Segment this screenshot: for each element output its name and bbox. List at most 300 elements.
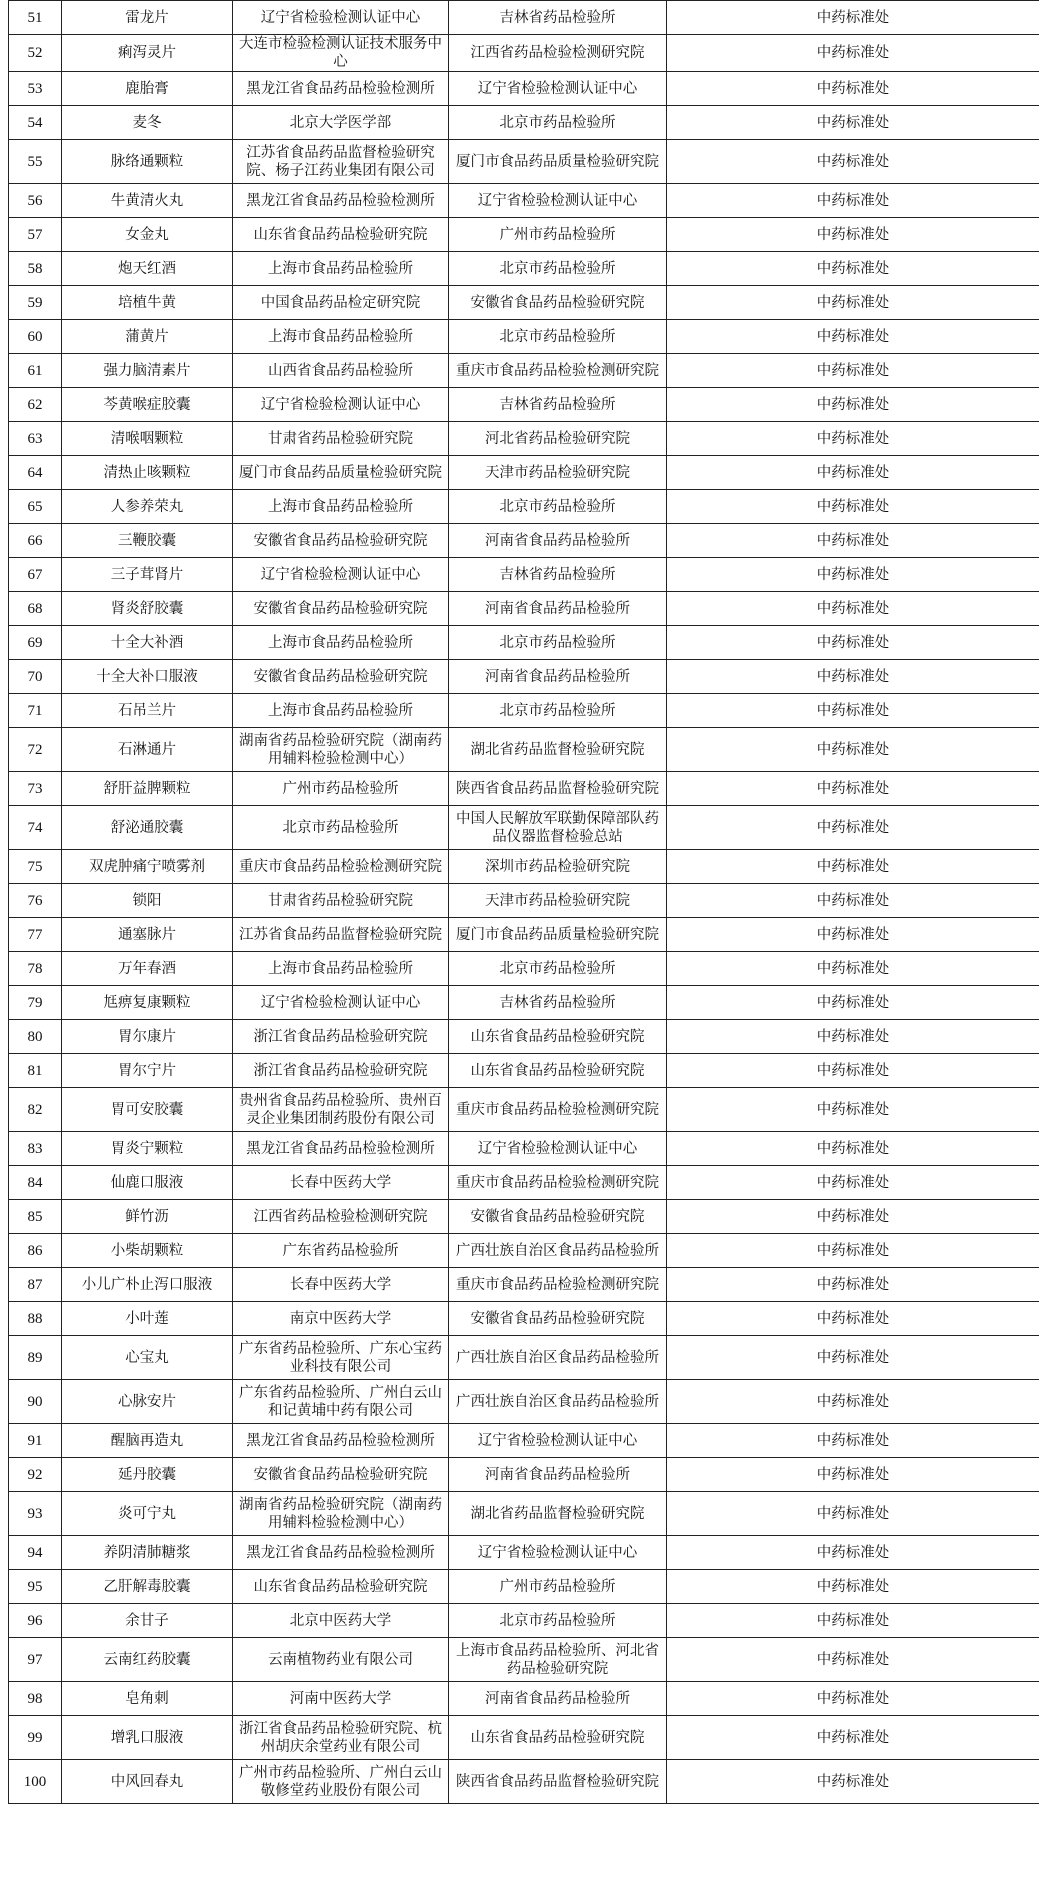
table-row xyxy=(9,626,1039,660)
review-unit-cell: 山东省食品药品检验研究院 xyxy=(449,1716,667,1760)
table-row xyxy=(9,388,1039,422)
table-row xyxy=(9,1200,1039,1234)
review-unit-cell: 河南省食品药品检验所 xyxy=(449,660,667,694)
drafting-unit-cell: 北京市药品检验所 xyxy=(233,806,449,850)
table-row xyxy=(9,1088,1039,1132)
row-number-cell: 52 xyxy=(9,35,62,72)
review-unit-cell: 北京市药品检验所 xyxy=(449,1604,667,1638)
drafting-unit-cell: 上海市食品药品检验所 xyxy=(233,952,449,986)
row-number-cell: 90 xyxy=(9,1380,62,1424)
drafting-unit-cell: 上海市食品药品检验所 xyxy=(233,320,449,354)
review-unit-cell: 辽宁省检验检测认证中心 xyxy=(449,1424,667,1458)
drug-name-cell: 石吊兰片 xyxy=(62,694,233,728)
drafting-unit-cell: 广州市药品检验所、广州白云山敬修堂药业股份有限公司 xyxy=(233,1760,449,1804)
review-unit-cell: 北京市药品检验所 xyxy=(449,490,667,524)
row-number-cell: 93 xyxy=(9,1492,62,1536)
department-cell: 中药标准处 xyxy=(667,1492,1039,1536)
row-number-cell: 75 xyxy=(9,850,62,884)
review-unit-cell: 湖北省药品监督检验研究院 xyxy=(449,728,667,772)
drafting-unit-cell: 北京中医药大学 xyxy=(233,1604,449,1638)
drafting-unit-cell: 黑龙江省食品药品检验检测所 xyxy=(233,1424,449,1458)
row-number-cell: 53 xyxy=(9,72,62,106)
row-number-cell: 78 xyxy=(9,952,62,986)
review-unit-cell: 北京市药品检验所 xyxy=(449,626,667,660)
department-cell: 中药标准处 xyxy=(667,1,1039,35)
review-unit-cell: 山东省食品药品检验研究院 xyxy=(449,1020,667,1054)
drug-name-cell: 强力脑清素片 xyxy=(62,354,233,388)
drafting-unit-cell: 上海市食品药品检验所 xyxy=(233,490,449,524)
drug-name-cell: 人参养荣丸 xyxy=(62,490,233,524)
row-number-cell: 66 xyxy=(9,524,62,558)
drafting-unit-cell: 重庆市食品药品检验检测研究院 xyxy=(233,850,449,884)
row-number-cell: 62 xyxy=(9,388,62,422)
drafting-unit-cell: 辽宁省检验检测认证中心 xyxy=(233,388,449,422)
department-cell: 中药标准处 xyxy=(667,1336,1039,1380)
row-number-cell: 76 xyxy=(9,884,62,918)
drug-name-cell: 心宝丸 xyxy=(62,1336,233,1380)
department-cell: 中药标准处 xyxy=(667,1638,1039,1682)
row-number-cell: 70 xyxy=(9,660,62,694)
table-row xyxy=(9,952,1039,986)
drug-name-cell: 增乳口服液 xyxy=(62,1716,233,1760)
drug-name-cell: 心脉安片 xyxy=(62,1380,233,1424)
row-number-cell: 63 xyxy=(9,422,62,456)
department-cell: 中药标准处 xyxy=(667,252,1039,286)
review-unit-cell: 上海市食品药品检验所、河北省药品检验研究院 xyxy=(449,1638,667,1682)
row-number-cell: 58 xyxy=(9,252,62,286)
review-unit-cell: 陕西省食品药品监督检验研究院 xyxy=(449,772,667,806)
review-unit-cell: 江西省药品检验检测研究院 xyxy=(449,35,667,72)
row-number-cell: 65 xyxy=(9,490,62,524)
review-unit-cell: 河北省药品检验研究院 xyxy=(449,422,667,456)
table-row xyxy=(9,35,1039,72)
review-unit-cell: 河南省食品药品检验所 xyxy=(449,524,667,558)
drug-name-cell: 炎可宁丸 xyxy=(62,1492,233,1536)
review-unit-cell: 山东省食品药品检验研究院 xyxy=(449,1054,667,1088)
review-unit-cell: 吉林省药品检验所 xyxy=(449,1,667,35)
row-number-cell: 80 xyxy=(9,1020,62,1054)
drafting-unit-cell: 广东省药品检验所、广东心宝药业科技有限公司 xyxy=(233,1336,449,1380)
review-unit-cell: 辽宁省检验检测认证中心 xyxy=(449,1536,667,1570)
review-unit-cell: 北京市药品检验所 xyxy=(449,952,667,986)
drug-name-cell: 麦冬 xyxy=(62,106,233,140)
drug-name-cell: 小柴胡颗粒 xyxy=(62,1234,233,1268)
review-unit-cell: 安徽省食品药品检验研究院 xyxy=(449,1302,667,1336)
department-cell: 中药标准处 xyxy=(667,1088,1039,1132)
row-number-cell: 79 xyxy=(9,986,62,1020)
row-number-cell: 87 xyxy=(9,1268,62,1302)
drafting-unit-cell: 厦门市食品药品质量检验研究院 xyxy=(233,456,449,490)
row-number-cell: 99 xyxy=(9,1716,62,1760)
drafting-unit-cell: 辽宁省检验检测认证中心 xyxy=(233,558,449,592)
drafting-unit-cell: 贵州省食品药品检验所、贵州百灵企业集团制药股份有限公司 xyxy=(233,1088,449,1132)
department-cell: 中药标准处 xyxy=(667,184,1039,218)
review-unit-cell: 陕西省食品药品监督检验研究院 xyxy=(449,1760,667,1804)
review-unit-cell: 辽宁省检验检测认证中心 xyxy=(449,72,667,106)
table-row xyxy=(9,1020,1039,1054)
drafting-unit-cell: 辽宁省检验检测认证中心 xyxy=(233,1,449,35)
row-number-cell: 94 xyxy=(9,1536,62,1570)
department-cell: 中药标准处 xyxy=(667,388,1039,422)
review-unit-cell: 重庆市食品药品检验检测研究院 xyxy=(449,1166,667,1200)
department-cell: 中药标准处 xyxy=(667,286,1039,320)
drug-name-cell: 三鞭胶囊 xyxy=(62,524,233,558)
department-cell: 中药标准处 xyxy=(667,1054,1039,1088)
drafting-unit-cell: 浙江省食品药品检验研究院、杭州胡庆余堂药业有限公司 xyxy=(233,1716,449,1760)
department-cell: 中药标准处 xyxy=(667,1760,1039,1804)
department-cell: 中药标准处 xyxy=(667,660,1039,694)
review-unit-cell: 广西壮族自治区食品药品检验所 xyxy=(449,1336,667,1380)
department-cell: 中药标准处 xyxy=(667,806,1039,850)
review-unit-cell: 广西壮族自治区食品药品检验所 xyxy=(449,1234,667,1268)
drug-name-cell: 醒脑再造丸 xyxy=(62,1424,233,1458)
department-cell: 中药标准处 xyxy=(667,592,1039,626)
drug-name-cell: 乙肝解毒胶囊 xyxy=(62,1570,233,1604)
table-row xyxy=(9,850,1039,884)
department-cell: 中药标准处 xyxy=(667,1020,1039,1054)
drug-name-cell: 鹿胎膏 xyxy=(62,72,233,106)
department-cell: 中药标准处 xyxy=(667,728,1039,772)
drafting-unit-cell: 黑龙江省食品药品检验检测所 xyxy=(233,184,449,218)
drug-name-cell: 十全大补酒 xyxy=(62,626,233,660)
department-cell: 中药标准处 xyxy=(667,1536,1039,1570)
drafting-unit-cell: 江西省药品检验检测研究院 xyxy=(233,1200,449,1234)
table-body xyxy=(9,1,1039,1804)
row-number-cell: 69 xyxy=(9,626,62,660)
drafting-unit-cell: 上海市食品药品检验所 xyxy=(233,252,449,286)
department-cell: 中药标准处 xyxy=(667,1716,1039,1760)
table-row xyxy=(9,320,1039,354)
table-row xyxy=(9,286,1039,320)
table-row xyxy=(9,1054,1039,1088)
drug-name-cell: 蒲黄片 xyxy=(62,320,233,354)
drafting-unit-cell: 云南植物药业有限公司 xyxy=(233,1638,449,1682)
drug-name-cell: 小叶莲 xyxy=(62,1302,233,1336)
drafting-unit-cell: 山东省食品药品检验研究院 xyxy=(233,218,449,252)
drug-name-cell: 尪痹复康颗粒 xyxy=(62,986,233,1020)
drafting-unit-cell: 山西省食品药品检验所 xyxy=(233,354,449,388)
row-number-cell: 74 xyxy=(9,806,62,850)
drafting-unit-cell: 河南中医药大学 xyxy=(233,1682,449,1716)
drug-name-cell: 炮天红酒 xyxy=(62,252,233,286)
table-row xyxy=(9,354,1039,388)
drug-name-cell: 女金丸 xyxy=(62,218,233,252)
row-number-cell: 57 xyxy=(9,218,62,252)
row-number-cell: 64 xyxy=(9,456,62,490)
drug-name-cell: 雷龙片 xyxy=(62,1,233,35)
table-row xyxy=(9,728,1039,772)
review-unit-cell: 辽宁省检验检测认证中心 xyxy=(449,1132,667,1166)
row-number-cell: 84 xyxy=(9,1166,62,1200)
drug-name-cell: 万年春酒 xyxy=(62,952,233,986)
row-number-cell: 82 xyxy=(9,1088,62,1132)
table-row xyxy=(9,694,1039,728)
drafting-unit-cell: 湖南省药品检验研究院（湖南药用辅料检验检测中心） xyxy=(233,1492,449,1536)
review-unit-cell: 辽宁省检验检测认证中心 xyxy=(449,184,667,218)
drafting-unit-cell: 甘肃省药品检验研究院 xyxy=(233,884,449,918)
review-unit-cell: 深圳市药品检验研究院 xyxy=(449,850,667,884)
review-unit-cell: 中国人民解放军联勤保障部队药品仪器监督检验总站 xyxy=(449,806,667,850)
drafting-unit-cell: 湖南省药品检验研究院（湖南药用辅料检验检测中心） xyxy=(233,728,449,772)
table-row xyxy=(9,1536,1039,1570)
table-row xyxy=(9,1,1039,35)
drug-name-cell: 胃炎宁颗粒 xyxy=(62,1132,233,1166)
drug-name-cell: 胃尔康片 xyxy=(62,1020,233,1054)
drafting-unit-cell: 黑龙江省食品药品检验检测所 xyxy=(233,1536,449,1570)
department-cell: 中药标准处 xyxy=(667,1682,1039,1716)
review-unit-cell: 吉林省药品检验所 xyxy=(449,388,667,422)
drafting-unit-cell: 甘肃省药品检验研究院 xyxy=(233,422,449,456)
drafting-unit-cell: 浙江省食品药品检验研究院 xyxy=(233,1054,449,1088)
row-number-cell: 68 xyxy=(9,592,62,626)
department-cell: 中药标准处 xyxy=(667,1570,1039,1604)
drug-name-cell: 通塞脉片 xyxy=(62,918,233,952)
row-number-cell: 51 xyxy=(9,1,62,35)
row-number-cell: 59 xyxy=(9,286,62,320)
table-row xyxy=(9,1336,1039,1380)
drafting-unit-cell: 辽宁省检验检测认证中心 xyxy=(233,986,449,1020)
row-number-cell: 96 xyxy=(9,1604,62,1638)
table-row xyxy=(9,772,1039,806)
department-cell: 中药标准处 xyxy=(667,694,1039,728)
department-cell: 中药标准处 xyxy=(667,918,1039,952)
drug-name-cell: 云南红药胶囊 xyxy=(62,1638,233,1682)
drug-name-cell: 皂角刺 xyxy=(62,1682,233,1716)
review-unit-cell: 广州市药品检验所 xyxy=(449,1570,667,1604)
drafting-unit-cell: 广州市药品检验所 xyxy=(233,772,449,806)
drafting-unit-cell: 山东省食品药品检验研究院 xyxy=(233,1570,449,1604)
drafting-unit-cell: 长春中医药大学 xyxy=(233,1166,449,1200)
table-row xyxy=(9,1234,1039,1268)
table-row xyxy=(9,1716,1039,1760)
row-number-cell: 73 xyxy=(9,772,62,806)
review-unit-cell: 安徽省食品药品检验研究院 xyxy=(449,286,667,320)
review-unit-cell: 北京市药品检验所 xyxy=(449,694,667,728)
drug-name-cell: 锁阳 xyxy=(62,884,233,918)
table-row xyxy=(9,918,1039,952)
review-unit-cell: 河南省食品药品检验所 xyxy=(449,1682,667,1716)
table-row xyxy=(9,1638,1039,1682)
department-cell: 中药标准处 xyxy=(667,218,1039,252)
row-number-cell: 77 xyxy=(9,918,62,952)
drug-name-cell: 清喉咽颗粒 xyxy=(62,422,233,456)
drug-name-cell: 十全大补口服液 xyxy=(62,660,233,694)
department-cell: 中药标准处 xyxy=(667,1166,1039,1200)
table-row xyxy=(9,490,1039,524)
row-number-cell: 71 xyxy=(9,694,62,728)
table-row xyxy=(9,1604,1039,1638)
department-cell: 中药标准处 xyxy=(667,140,1039,184)
department-cell: 中药标准处 xyxy=(667,952,1039,986)
review-unit-cell: 厦门市食品药品质量检验研究院 xyxy=(449,140,667,184)
review-unit-cell: 安徽省食品药品检验研究院 xyxy=(449,1200,667,1234)
drafting-unit-cell: 安徽省食品药品检验研究院 xyxy=(233,1458,449,1492)
row-number-cell: 95 xyxy=(9,1570,62,1604)
review-unit-cell: 重庆市食品药品检验检测研究院 xyxy=(449,1088,667,1132)
review-unit-cell: 北京市药品检验所 xyxy=(449,320,667,354)
drug-name-cell: 清热止咳颗粒 xyxy=(62,456,233,490)
drug-name-cell: 三子茸肾片 xyxy=(62,558,233,592)
review-unit-cell: 河南省食品药品检验所 xyxy=(449,592,667,626)
table-row xyxy=(9,524,1039,558)
table-row xyxy=(9,140,1039,184)
row-number-cell: 97 xyxy=(9,1638,62,1682)
row-number-cell: 83 xyxy=(9,1132,62,1166)
table-row xyxy=(9,1760,1039,1804)
table-row xyxy=(9,184,1039,218)
drug-name-cell: 肾炎舒胶囊 xyxy=(62,592,233,626)
department-cell: 中药标准处 xyxy=(667,884,1039,918)
drafting-unit-cell: 中国食品药品检定研究院 xyxy=(233,286,449,320)
drug-name-cell: 牛黄清火丸 xyxy=(62,184,233,218)
department-cell: 中药标准处 xyxy=(667,456,1039,490)
table-row xyxy=(9,422,1039,456)
department-cell: 中药标准处 xyxy=(667,986,1039,1020)
review-unit-cell: 湖北省药品监督检验研究院 xyxy=(449,1492,667,1536)
row-number-cell: 86 xyxy=(9,1234,62,1268)
drafting-unit-cell: 广东省药品检验所 xyxy=(233,1234,449,1268)
drug-name-cell: 胃可安胶囊 xyxy=(62,1088,233,1132)
row-number-cell: 81 xyxy=(9,1054,62,1088)
drafting-unit-cell: 黑龙江省食品药品检验检测所 xyxy=(233,1132,449,1166)
row-number-cell: 89 xyxy=(9,1336,62,1380)
table-row xyxy=(9,1268,1039,1302)
table-row xyxy=(9,806,1039,850)
drafting-unit-cell: 上海市食品药品检验所 xyxy=(233,626,449,660)
drafting-unit-cell: 南京中医药大学 xyxy=(233,1302,449,1336)
drafting-unit-cell: 浙江省食品药品检验研究院 xyxy=(233,1020,449,1054)
drug-name-cell: 养阴清肺糖浆 xyxy=(62,1536,233,1570)
drafting-unit-cell: 安徽省食品药品检验研究院 xyxy=(233,592,449,626)
standards-table xyxy=(8,0,1039,1804)
drug-name-cell: 余甘子 xyxy=(62,1604,233,1638)
department-cell: 中药标准处 xyxy=(667,1132,1039,1166)
table-row xyxy=(9,592,1039,626)
review-unit-cell: 重庆市食品药品检验检测研究院 xyxy=(449,354,667,388)
department-cell: 中药标准处 xyxy=(667,1458,1039,1492)
row-number-cell: 56 xyxy=(9,184,62,218)
drafting-unit-cell: 大连市检验检测认证技术服务中心 xyxy=(233,35,449,72)
review-unit-cell: 北京市药品检验所 xyxy=(449,106,667,140)
review-unit-cell: 天津市药品检验研究院 xyxy=(449,456,667,490)
drug-name-cell: 鲜竹沥 xyxy=(62,1200,233,1234)
table-row xyxy=(9,1492,1039,1536)
table-row xyxy=(9,456,1039,490)
table-row xyxy=(9,1682,1039,1716)
row-number-cell: 67 xyxy=(9,558,62,592)
table-row xyxy=(9,1424,1039,1458)
table-row xyxy=(9,1166,1039,1200)
table-row xyxy=(9,106,1039,140)
table-row xyxy=(9,1132,1039,1166)
department-cell: 中药标准处 xyxy=(667,354,1039,388)
table-row xyxy=(9,72,1039,106)
department-cell: 中药标准处 xyxy=(667,524,1039,558)
drug-name-cell: 双虎肿痛宁喷雾剂 xyxy=(62,850,233,884)
drafting-unit-cell: 安徽省食品药品检验研究院 xyxy=(233,524,449,558)
department-cell: 中药标准处 xyxy=(667,1380,1039,1424)
review-unit-cell: 厦门市食品药品质量检验研究院 xyxy=(449,918,667,952)
drug-name-cell: 延丹胶囊 xyxy=(62,1458,233,1492)
drug-name-cell: 中风回春丸 xyxy=(62,1760,233,1804)
review-unit-cell: 天津市药品检验研究院 xyxy=(449,884,667,918)
department-cell: 中药标准处 xyxy=(667,1268,1039,1302)
row-number-cell: 85 xyxy=(9,1200,62,1234)
row-number-cell: 88 xyxy=(9,1302,62,1336)
drug-name-cell: 仙鹿口服液 xyxy=(62,1166,233,1200)
row-number-cell: 61 xyxy=(9,354,62,388)
table-row xyxy=(9,252,1039,286)
row-number-cell: 100 xyxy=(9,1760,62,1804)
drafting-unit-cell: 江苏省食品药品监督检验研究院、杨子江药业集团有限公司 xyxy=(233,140,449,184)
department-cell: 中药标准处 xyxy=(667,72,1039,106)
drug-name-cell: 培植牛黄 xyxy=(62,286,233,320)
drug-name-cell: 胃尔宁片 xyxy=(62,1054,233,1088)
department-cell: 中药标准处 xyxy=(667,1604,1039,1638)
drug-name-cell: 小儿广朴止泻口服液 xyxy=(62,1268,233,1302)
drafting-unit-cell: 长春中医药大学 xyxy=(233,1268,449,1302)
review-unit-cell: 广西壮族自治区食品药品检验所 xyxy=(449,1380,667,1424)
review-unit-cell: 河南省食品药品检验所 xyxy=(449,1458,667,1492)
department-cell: 中药标准处 xyxy=(667,35,1039,72)
department-cell: 中药标准处 xyxy=(667,558,1039,592)
row-number-cell: 55 xyxy=(9,140,62,184)
department-cell: 中药标准处 xyxy=(667,1200,1039,1234)
drug-name-cell: 舒泌通胶囊 xyxy=(62,806,233,850)
table-row xyxy=(9,558,1039,592)
table-row xyxy=(9,884,1039,918)
drug-name-cell: 痢泻灵片 xyxy=(62,35,233,72)
row-number-cell: 92 xyxy=(9,1458,62,1492)
table-row xyxy=(9,1458,1039,1492)
row-number-cell: 60 xyxy=(9,320,62,354)
review-unit-cell: 吉林省药品检验所 xyxy=(449,558,667,592)
table-row xyxy=(9,986,1039,1020)
department-cell: 中药标准处 xyxy=(667,106,1039,140)
row-number-cell: 91 xyxy=(9,1424,62,1458)
drafting-unit-cell: 江苏省食品药品监督检验研究院 xyxy=(233,918,449,952)
department-cell: 中药标准处 xyxy=(667,1234,1039,1268)
table-row xyxy=(9,1302,1039,1336)
drug-name-cell: 脉络通颗粒 xyxy=(62,140,233,184)
drug-name-cell: 舒肝益脾颗粒 xyxy=(62,772,233,806)
drug-name-cell: 芩黄喉症胶囊 xyxy=(62,388,233,422)
table-row xyxy=(9,218,1039,252)
department-cell: 中药标准处 xyxy=(667,422,1039,456)
table-row xyxy=(9,660,1039,694)
table-row xyxy=(9,1380,1039,1424)
row-number-cell: 54 xyxy=(9,106,62,140)
drafting-unit-cell: 黑龙江省食品药品检验检测所 xyxy=(233,72,449,106)
row-number-cell: 98 xyxy=(9,1682,62,1716)
drafting-unit-cell: 安徽省食品药品检验研究院 xyxy=(233,660,449,694)
drafting-unit-cell: 广东省药品检验所、广州白云山和记黄埔中药有限公司 xyxy=(233,1380,449,1424)
drafting-unit-cell: 上海市食品药品检验所 xyxy=(233,694,449,728)
review-unit-cell: 重庆市食品药品检验检测研究院 xyxy=(449,1268,667,1302)
department-cell: 中药标准处 xyxy=(667,626,1039,660)
drug-name-cell: 石淋通片 xyxy=(62,728,233,772)
department-cell: 中药标准处 xyxy=(667,850,1039,884)
review-unit-cell: 吉林省药品检验所 xyxy=(449,986,667,1020)
department-cell: 中药标准处 xyxy=(667,772,1039,806)
department-cell: 中药标准处 xyxy=(667,1302,1039,1336)
drafting-unit-cell: 北京大学医学部 xyxy=(233,106,449,140)
row-number-cell: 72 xyxy=(9,728,62,772)
department-cell: 中药标准处 xyxy=(667,1424,1039,1458)
table-row xyxy=(9,1570,1039,1604)
review-unit-cell: 北京市药品检验所 xyxy=(449,252,667,286)
department-cell: 中药标准处 xyxy=(667,490,1039,524)
